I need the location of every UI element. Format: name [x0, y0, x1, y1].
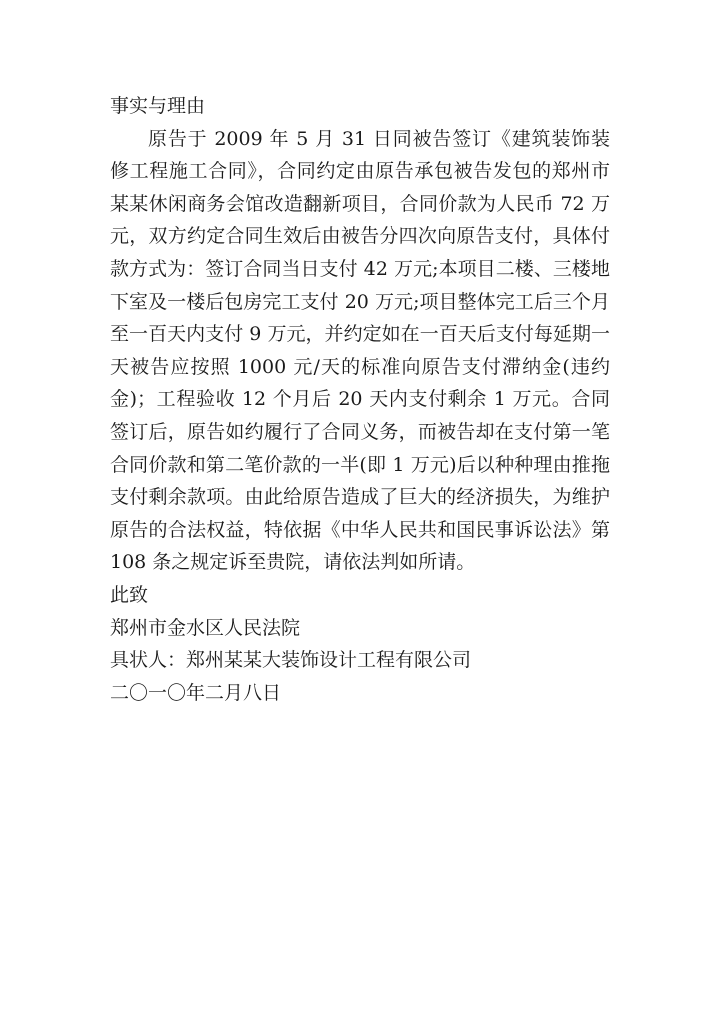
body-paragraph: 原告于 2009 年 5 月 31 日同被告签订《建筑装饰装修工程施工合同》，合同约定由原告承包被告发包的郑州市某某休闲商务会馆改造翻新项目，合同价款为人民币 72 万元，双方约定合同生效后由被告分四次向原告支付，具体付款方式为：签订合同当日支付 42 万元;本项目二楼、三楼地下室及一楼后包房完工支付 20 万元;项目整体完工后三个月至一百天内支付 9 万元，并约定如在一百天后支付每延期一天被告应按照 1000 元/天的标准向原告支付滞纳金(违约金)；工程验收 12 个月后 20 天内支付剩余 1 万元。合同签订后，原告如约履行了合同义务，而被告却在支付第一笔合同价款和第二笔价款的一半(即 1 万元)后以种种理由推拖支付剩余款项。由此给原告造成了巨大的经济损失，为维护原告的合法权益，特依据《中华人民共和国民事诉讼法》第 108 条之规定诉至贵院，请依法判如所请。 [110, 127, 610, 574]
section-heading: 事实与理由 [110, 95, 206, 117]
document-date: 二〇一〇年二月八日 [110, 681, 282, 704]
document-content [110, 90, 610, 709]
court-name: 郑州市金水区人民法院 [110, 616, 301, 639]
plaintiff-signature: 具状人：郑州某某大装饰设计工程有限公司 [110, 649, 472, 672]
closing-salutation: 此致 [110, 583, 149, 606]
